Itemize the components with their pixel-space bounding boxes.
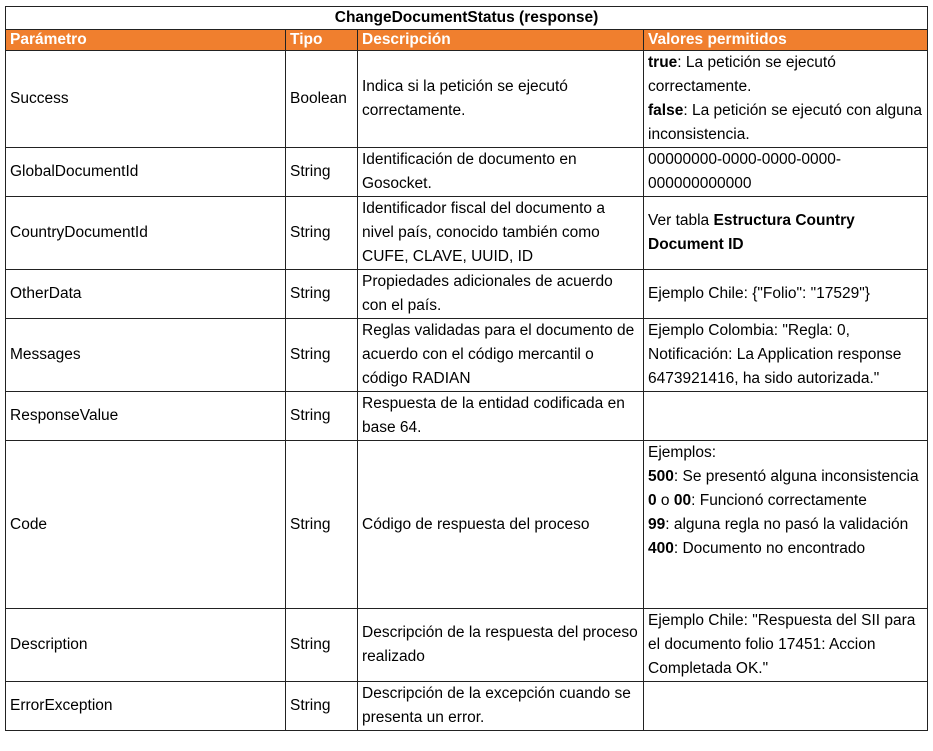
value-line: Ejemplo Chile: {"Folio": "17529"} — [648, 285, 870, 302]
param-cell: Messages — [6, 319, 286, 392]
value-line: Ejemplo Chile: "Respuesta del SII para el documento folio 17451: Accion Completada OK." — [648, 612, 916, 677]
desc-cell: Identificación de documento en Gosocket. — [358, 148, 644, 197]
value-line: 00000000-0000-0000-0000-000000000000 — [648, 151, 842, 192]
values-cell — [644, 51, 928, 148]
value-line: 99: alguna regla no pasó la validación — [648, 516, 909, 533]
value-line: 0 o 00: Funcionó correctamente — [648, 492, 867, 509]
type-cell: String — [286, 441, 358, 609]
param-cell: Code — [6, 441, 286, 609]
table-body — [6, 51, 928, 731]
value-line: 500: Se presentó alguna inconsistencia — [648, 468, 919, 485]
param-cell: CountryDocumentId — [6, 197, 286, 270]
response-table — [5, 6, 928, 731]
type-cell: String — [286, 392, 358, 441]
values-cell — [644, 441, 928, 609]
desc-cell: Indica si la petición se ejecutó correctamente. — [358, 51, 644, 148]
desc-cell: Respuesta de la entidad codificada en base 64. — [358, 392, 644, 441]
type-cell: String — [286, 609, 358, 682]
table-row — [6, 392, 928, 441]
param-cell: GlobalDocumentId — [6, 148, 286, 197]
type-cell: String — [286, 197, 358, 270]
values-cell — [644, 392, 928, 441]
value-line: false: La petición se ejecutó con alguna inconsistencia. — [648, 102, 923, 143]
value-line: Ver tabla Estructura Country Document ID — [648, 212, 855, 253]
table-row — [6, 197, 928, 270]
type-cell: String — [286, 270, 358, 319]
values-cell — [644, 148, 928, 197]
header-parametro: Parámetro — [6, 30, 286, 51]
table-row — [6, 319, 928, 392]
param-cell: Success — [6, 51, 286, 148]
table-row — [6, 148, 928, 197]
header-valores: Valores permitidos — [644, 30, 928, 51]
desc-cell: Reglas validadas para el documento de acuerdo con el código mercantil o código RADIAN — [358, 319, 644, 392]
values-cell — [644, 197, 928, 270]
header-descripcion: Descripción — [358, 30, 644, 51]
value-line: Ejemplo Colombia: "Regla: 0, Notificación: La Application response 6473921416, ha sido autorizada." — [648, 322, 902, 387]
desc-cell: Propiedades adicionales de acuerdo con el país. — [358, 270, 644, 319]
header-tipo: Tipo — [286, 30, 358, 51]
desc-cell: Código de respuesta del proceso — [358, 441, 644, 609]
value-line: Ejemplos: — [648, 444, 717, 461]
values-cell — [644, 682, 928, 731]
values-cell — [644, 270, 928, 319]
table-row — [6, 682, 928, 731]
desc-cell: Descripción de la respuesta del proceso realizado — [358, 609, 644, 682]
value-line: true: La petición se ejecutó correctamente. — [648, 54, 836, 95]
desc-cell: Descripción de la excepción cuando se presenta un error. — [358, 682, 644, 731]
header-row — [6, 30, 928, 51]
type-cell: String — [286, 682, 358, 731]
type-cell: Boolean — [286, 51, 358, 148]
param-cell: ResponseValue — [6, 392, 286, 441]
param-cell: Description — [6, 609, 286, 682]
values-cell — [644, 609, 928, 682]
type-cell: String — [286, 319, 358, 392]
type-cell: String — [286, 148, 358, 197]
table-row — [6, 270, 928, 319]
table-row — [6, 51, 928, 148]
desc-cell: Identificador fiscal del documento a nivel país, conocido también como CUFE, CLAVE, UUID, ID — [358, 197, 644, 270]
value-line: 400: Documento no encontrado — [648, 540, 866, 557]
values-cell — [644, 319, 928, 392]
table-row — [6, 609, 928, 682]
table-row — [6, 441, 928, 609]
param-cell: ErrorException — [6, 682, 286, 731]
table-title: ChangeDocumentStatus (response) — [6, 7, 928, 30]
param-cell: OtherData — [6, 270, 286, 319]
